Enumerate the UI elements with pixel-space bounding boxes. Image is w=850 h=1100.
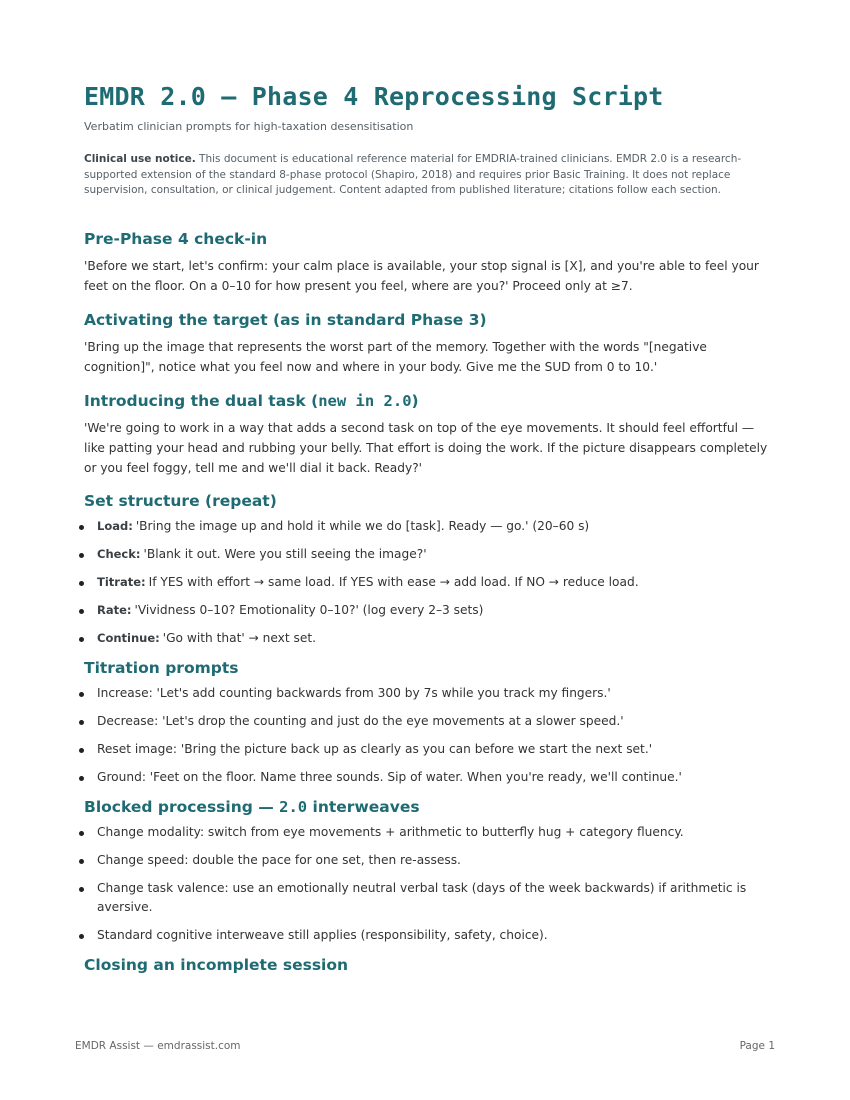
notice-label: Clinical use notice. [84,153,196,165]
list-item: Ground: 'Feet on the floor. Name three sounds. Sip of water. When you're ready, we'll continue.' [84,768,774,788]
list-item [84,545,774,565]
item-text: 'Blank it out. Were you still seeing the image?' [143,546,427,561]
section-heading-titration: Titration prompts [84,658,239,677]
list-item: Increase: 'Let's add counting backwards from 300 by 7s while you track my fingers.' [84,684,774,704]
list-item [84,517,774,537]
heading-mono-part: 2.0 [279,797,308,816]
notice-text: This document is educational reference material for EMDRIA-trained clinicians. EMDR 2.0 is a research-supported extension of the standard 8-phase protocol (Shapiro, 2018) and requires prior Basic Training. It does not replace supervision, consultation, or clinical judgement. Content adapted from published literature; citations follow each section. [84,153,742,196]
section-text-dualtask: 'We're going to work in a way that adds a second task on top of the eye movements. It should feel effortful — like patting your head and rubbing your belly. That effort is doing the work. If the picture disappears completely or you feel foggy, tell me and we'll dial it back. Ready?' [84,420,768,475]
list-item: Change task valence: use an emotionally neutral verbal task (days of the week backwards) if arithmetic is aversive. [84,879,774,918]
item-label: Check: [97,546,141,561]
heading-part: ) [411,391,419,410]
list-item [84,629,774,649]
section-heading-setstructure: Set structure (repeat) [84,491,277,510]
list-item: Reset image: 'Bring the picture back up as clearly as you can before we start the next set.' [84,740,774,760]
list-item [84,601,774,621]
page-number: Page 1 [739,1040,775,1052]
list-item: Change speed: double the pace for one set, then re-assess. [84,851,774,871]
item-label: Continue: [97,630,160,645]
section-text-precheck: 'Before we start, let's confirm: your calm place is available, your stop signal is [X], and you're able to feel your feet on the floor. On a 0–10 for how present you feel, where are you?' Proceed only at ≥7. [84,258,759,293]
heading-part: Blocked processing — [84,797,280,816]
heading-part: Introducing the dual task ( [84,391,319,410]
list-item: Standard cognitive interweave still applies (responsibility, safety, choice). [84,926,774,946]
document-subtitle: Verbatim clinician prompts for high-taxation desensitisation [84,120,414,133]
item-label: Rate: [97,602,132,617]
list-item [84,573,774,593]
item-text: 'Go with that' → next set. [162,630,317,645]
heading-part: interweaves [307,797,420,816]
titration-list [84,684,774,788]
clinical-use-notice [84,152,774,199]
heading-mono-part: new in 2.0 [318,391,412,410]
item-label: Load: [97,518,133,533]
section-text-activating: 'Bring up the image that represents the worst part of the memory. Together with the words "[negative cognition]", notice what you feel now and where in your body. Give me the SUD from 0 to 10.' [84,339,707,374]
document-title: EMDR 2.0 — Phase 4 Reprocessing Script [84,82,664,111]
item-label: Titrate: [97,574,146,589]
set-structure-list [84,517,774,649]
section-heading-precheck: Pre-Phase 4 check-in [84,229,268,248]
document-page [84,78,774,976]
list-item: Change modality: switch from eye movements + arithmetic to butterfly hug + category fluency. [84,823,774,843]
item-text: 'Bring the image up and hold it while we do [task]. Ready — go.' (20–60 s) [135,518,590,533]
item-text: If YES with effort → same load. If YES with ease → add load. If NO → reduce load. [148,574,639,589]
section-heading-dualtask [84,390,774,412]
list-item: Decrease: 'Let's drop the counting and just do the eye movements at a slower speed.' [84,712,774,732]
item-text: 'Vividness 0–10? Emotionality 0–10?' (log every 2–3 sets) [134,602,484,617]
blocked-processing-list [84,823,774,946]
section-heading-activating: Activating the target (as in standard Phase 3) [84,310,487,329]
footer-site: EMDR Assist — emdrassist.com [75,1040,241,1052]
section-heading-blocked [84,796,774,818]
section-heading-closing: Closing an incomplete session [84,956,349,974]
